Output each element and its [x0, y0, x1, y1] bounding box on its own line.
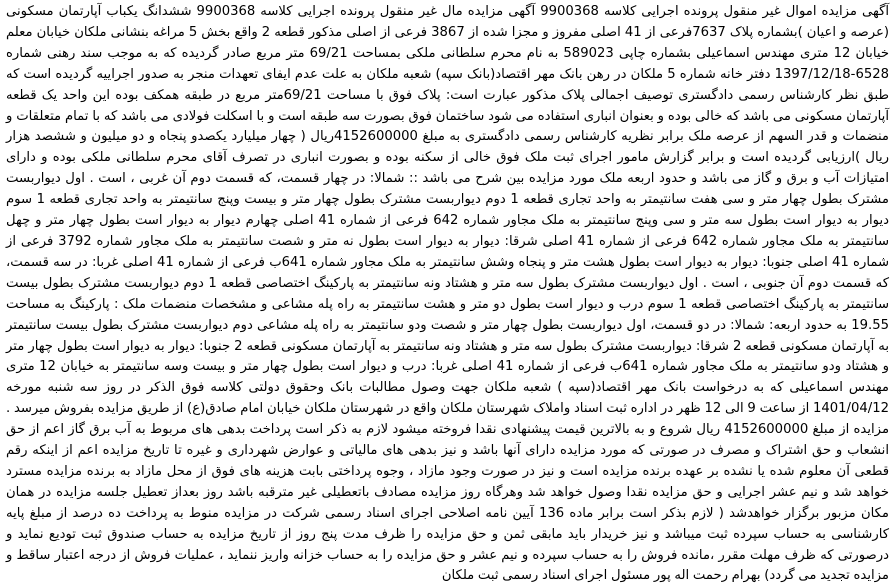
notice-body-text: آگهی مزایده اموال غیر منقول پرونده اجرایی کلاسه 9900368 آگهی مزایده مال غیر منقول پرونده اجرایی کلاسه 9900368 ششدانگ یکباب آپارتمان مسکونی (عرصه و اعیان )بشماره پلاک 7637فرعی از 41 اصلی مفروز و مجزا شده از 3867 فرعی از اصلی مذکور قطعه 2 واقع بخش 5 مراغه بنشانی ملکان خیابان معلم خیابان 12 متری مهندس اسماعیلی بشماره چاپی 589023 به نام محرم سلطانی ملکی بمساحت 69/21 متر مربع صادر گردیده که به موجب سند رهنی شماره 6528-1397/12/18 دفتر خانه شماره 5 ملکان در رهن بانک مهر اقتصاد(بانک سپه) شعبه ملکان به علت عدم ایفای تعهدات منجر به صدور اجراییه گردیده است که طبق نظر کارشناس رسمی دادگستری توصیف اجمالی پلاک مذکور عبارت است: پلاک فوق با مساحت 69/21متر مربع در طبقه همکف بوده این واحد یک قطعه آپارتمان مسکونی می باشد که خالی بوده و بعنوان انباری استفاده می شود ساختمان فوق بصورت سه طبقه است و با اسکلت فولادی می باشد که با تمام متعلقات و منضمات و قدر السهم از عرصه ملک برابر نظریه کارشناس رسمی دادگستری به مبلغ 4152600000ریال ( چهار میلیارد یکصدو پنجاه و دو میلیون و ششصد هزار ریال )ارزیابی گردیده است و برابر گزارش مامور اجرای ثبت ملک فوق خالی از سکنه بوده و بصورت انباری در تصرف آقای محرم سلطانی ملکی بوده و دارای امتیازات آب و برق و گاز می باشد و حدود اربعه ملک مورد مزایده بین شرح می باشد :: شمالا: در چهار قسمت، که قسمت دوم آن غربی ، است . اول دیواربست مشترک بطول چهار متر و سی هفت سانتیمتر به واحد تجاری قطعه 1 دوم دیواربست مشترک بطول چهار متر و بیست وپنج سانتیمتر به واحد تجاری قطعه 1 سوم دیوار به دیوار است بطول سه متر و سی وپنج سانتیمتر به ملک مجاور شماره 642 فرعی از شماره 41 اصلی چهارم دیوار به دیوار است بطول چهار متر و چهل سانتیمتر به ملک مجاور شماره 642 فرعی از شماره 41 اصلی شرقا: دیوار به دیوار است بطول نه متر و شصت سانتیمتر به ملک مجاور شماره 3792 فرعی از شماره 41 اصلی جنوبا: دیوار به دیوار است بطول هشت متر و پنجاه وشش سانتیمتر به ملک مجاور شماره 641ب فرعی از شماره 41 اصلی غربا: در سه قسمت، که قسمت دوم آن جنوبی ، است . اول دیواربست مشترک بطول سه متر و هشتاد ونه سانتیمتر به پارکینگ اختصاصی قطعه 1 دوم دیواربست مشترک بطول بیست سانتیمتر به پارکینگ اختصاصی قطعه 1 سوم درب و دیوار است بطول دو متر و هشت سانتیمتر به راه پله مشاعی و مشخصات منضمات ملک : پارکینگ به مساحت 19.55 به حدود اربعه: شمالا: در دو قسمت، اول دیواربست بطول چهار متر و شصت ودو سانتیمتر به راه پله مشاعی دوم دیواربست مشترک بطول بیست سانتیمتر به آپارتمان مسکونی قطعه 2 شرقا: دیواربست مشترک بطول سه متر و هشتاد ونه سانتیمتر به آپارتمان مسکونی قطعه 2 جنوبا: دیوار به دیوار است بطول چهار متر و هشتاد ودو سانتیمتر به ملک مجاور شماره 641ب فرعی از شماره 41 اصلی غربا: درب و دیوار است بطول چهار متر و بیست وسه سانتیمتر به خیابان 12 متری مهندس اسماعیلی که به درخواست بانک مهر اقتصاد(سپه ) شعبه ملکان جهت وصول مطالبات بانک وحقوق دولتی کلاسه فوق الذکر در روز سه شنبه مورخه 1401/04/12 از ساعت 9 الی 12 ظهر در اداره ثبت اسناد واملاک شهرستان ملکان واقع در شهرستان ملکان خیابان امام صادق(ع) از طریق مزایده بفروش میرسد . مزایده از مبلغ 4152600000 ریال شروع و به بالاترین قیمت پیشنهادی نقدا فروخته میشود لازم به ذکر است پرداخت بدهی های مربوط به آب برق گاز اعم از حق انشعاب و حق اشتراک و مصرف در صورتی که مورد مزایده دارای آنها باشد و نیز بدهی های مالیاتی و عوارض شهرداری و غیره تا تاریخ مزایده اعم از اینکه رقم قطعی آن معلوم شده یا نشده بر عهده برنده مزایده است و نیز در صورت وجود مازاد ، وجوه پرداختی بابت هزینه های فوق از محل مازاد به برنده مزایده مسترد خواهد شد و نیم عشر اجرایی و حق مزایده نقدا وصول خواهد شد وهرگاه روز مزایده مصادف باتعطیلی غیر مترقبه باشد روز بعداز تعطیل جلسه مزایده در همان مکان مزبور برگزار خواهدشد ( لازم بذکر است برابر ماده 136 آیین نامه اصلاحی اجرای اسناد رسمی شرکت در مزایده منوط به پرداخت ده درصد از مبلغ پایه کارشناسی به حساب سپرده ثبت میباشد و نیز خریدار باید مابقی ثمن و حق مزایده را ظرف مدت پنج روز از تاریخ مزایده به حساب صندوق ثبت تودیع نماید و درصورتی که ظرف مهلت مقرر ،مانده فروش را به حساب سپرده و نیم عشر و حق مزایده را به حساب خزانه واریز ننماید ، عملیات فروش از درجه اعتبار ساقط و مزایده تجدید می گردد) بهرام رحمت اله پور مسئول اجرای اسناد رسمی ثبت ملکان [6, 4, 890, 584]
